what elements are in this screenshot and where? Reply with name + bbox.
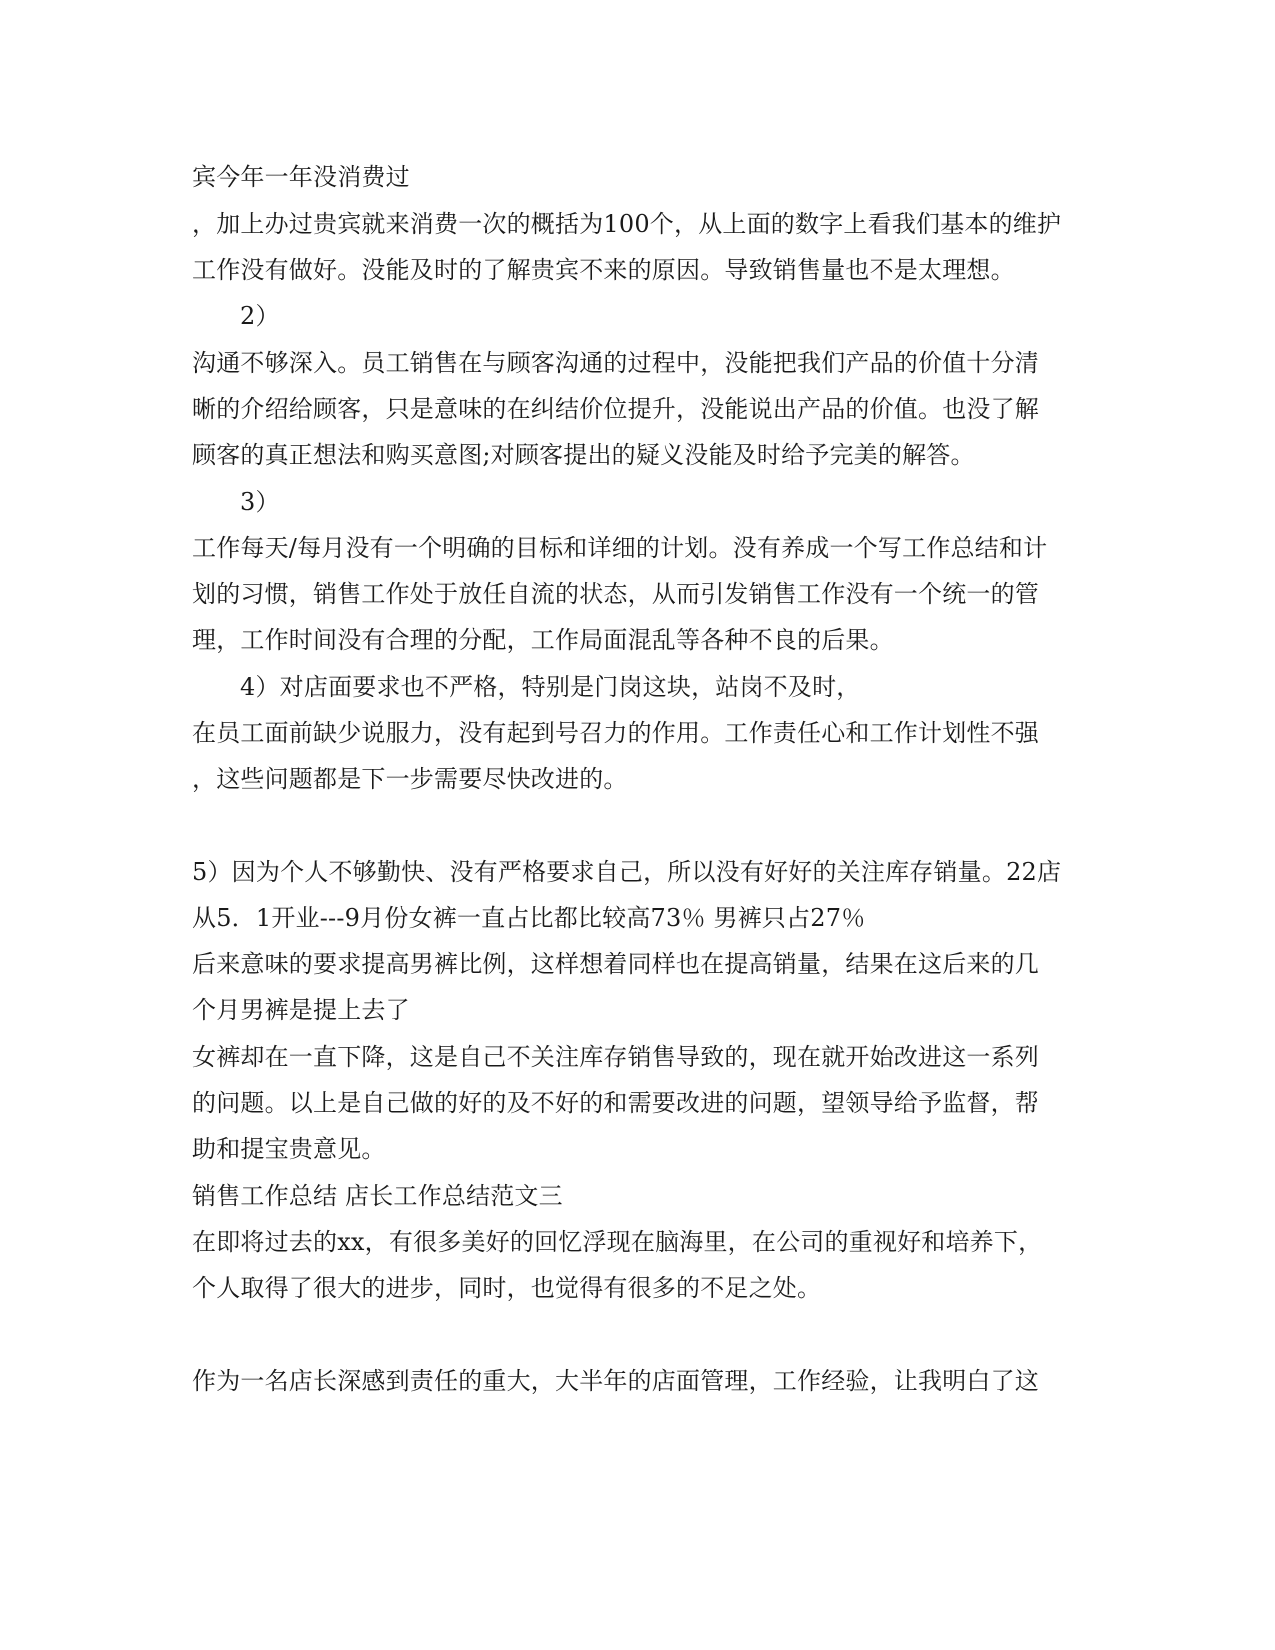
text-line: 在即将过去的xx，有很多美好的回忆浮现在脑海里，在公司的重视好和培养下， [192,1228,1043,1256]
text-line: 工作没有做好。没能及时的了解贵宾不来的原因。导致销售量也不是太理想。 [192,256,1015,284]
text-line: 个月男裤是提上去了 [192,996,410,1024]
list-number: 2） [240,302,280,330]
text-line: 后来意味的要求提高男裤比例，这样想着同样也在提高销量，结果在这后来的几 [192,950,1039,978]
text-line: 宾今年一年没消费过 [192,163,410,191]
text-line: 沟通不够深入。员工销售在与顾客沟通的过程中，没能把我们产品的价值十分清 [192,349,1039,377]
text-line: 从5．1开业---9月份女裤一直占比都比较高73％ 男裤只占27％ [192,904,866,932]
text-line: ，这些问题都是下一步需要尽快改进的。 [192,765,628,793]
text-line: 工作每天/每月没有一个明确的目标和详细的计划。没有养成一个写工作总结和计 [192,534,1048,562]
text-line: 顾客的真正想法和购买意图;对顾客提出的疑义没能及时给予完美的解答。 [192,441,975,469]
text-line: 在员工面前缺少说服力，没有起到号召力的作用。工作责任心和工作计划性不强 [192,719,1039,747]
text-line: 助和提宝贵意见。 [192,1135,386,1163]
text-line: 理，工作时间没有合理的分配，工作局面混乱等各种不良的后果。 [192,626,894,654]
text-line: 划的习惯，销售工作处于放任自流的状态，从而引发销售工作没有一个统一的管 [192,580,1039,608]
text-line: 晰的介绍给顾客，只是意味的在纠结价位提升，没能说出产品的价值。也没了解 [192,395,1039,423]
text-line: 4）对店面要求也不严格，特别是门岗这块，站岗不及时， [240,673,861,701]
text-line: ，加上办过贵宾就来消费一次的概括为100个，从上面的数字上看我们基本的维护 [192,210,1062,238]
text-line: 女裤却在一直下降，这是自己不关注库存销售导致的，现在就开始改进这一系列 [192,1043,1039,1071]
text-line: 作为一名店长深感到责任的重大，大半年的店面管理，工作经验，让我明白了这 [192,1367,1039,1395]
section-title: 销售工作总结 店长工作总结范文三 [192,1182,563,1210]
list-number: 3） [240,488,280,516]
text-line: 个人取得了很大的进步，同时，也觉得有很多的不足之处。 [192,1274,822,1302]
text-line: 的问题。以上是自己做的好的及不好的和需要改进的问题，望领导给予监督，帮 [192,1089,1039,1117]
text-line: 5）因为个人不够勤快、没有严格要求自己，所以没有好好的关注库存销量。22店 [192,858,1062,886]
